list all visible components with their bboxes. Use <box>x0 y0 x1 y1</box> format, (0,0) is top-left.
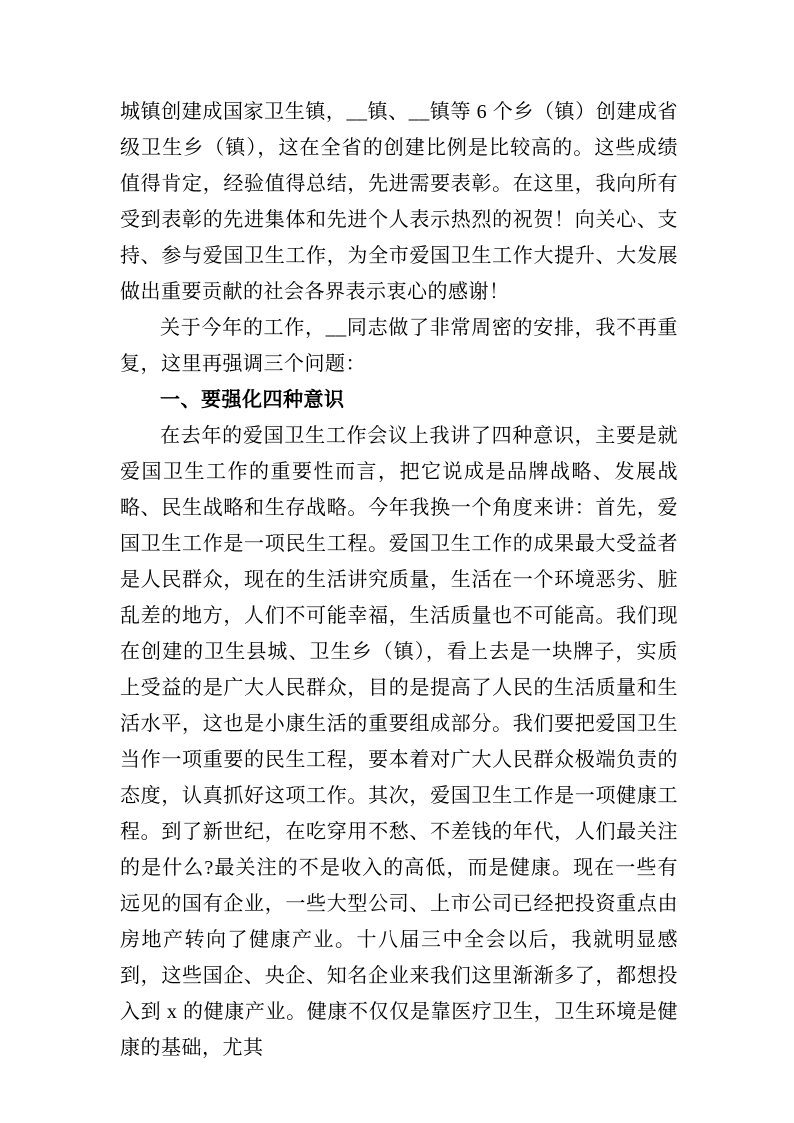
paragraph-intro: 关于今年的工作，__同志做了非常周密的安排，我不再重复，这里再强调三个问题： <box>120 317 678 375</box>
paragraph-body: 在去年的爱国卫生工作会议上我讲了四种意识，主要是就爱国卫生工作的重要性而言，把它说成是品牌战略、发展战略、民生战略和生存战略。今年我换一个角度来讲：首先，爱国卫生工作是一项民生工程。爱国卫生工作的成果最大受益者是人民群众，现在的生活讲究质量，生活在一个环境恶劣、脏乱差的地方，人们不可能幸福，生活质量也不可能高。我们现在创建的卫生县城、卫生乡（镇），看上去是一块牌子，实质上受益的是广大人民群众，目的是提高了人民的生活质量和生活水平，这也是小康生活的重要组成部分。我们要把爱国卫生当作一项重要的民生工程，要本着对广大人民群众极端负责的态度，认真抓好这项工作。其次，爱国卫生工作是一项健康工程。到了新世纪，在吃穿用不愁、不差钱的年代，人们最关注的是什么?最关注的不是收入的高低，而是健康。现在一些有远见的国有企业，一些大型公司、上市公司已经把投资重点由房地产转向了健康产业。十八届三中全会以后，我就明显感到，这些国企、央企、知名企业来我们这里渐渐多了，都想投入到 x 的健康产业。健康不仅仅是靠医疗卫生，卫生环境是健康的基础，尤其 <box>120 425 678 1059</box>
section-heading: 一、要强化四种意识 <box>160 389 345 411</box>
paragraph-continuation: 城镇创建成国家卫生镇，__镇、__镇等 6 个乡（镇）创建成省级卫生乡（镇），这在全省的创建比例是比较高的。这些成绩值得肯定，经验值得总结，先进需要表彰。在这里，我向所有受到表彰的先进集体和先进个人表示热烈的祝贺！向关心、支持、参与爱国卫生工作，为全市爱国卫生工作大提升、大发展做出重要贡献的社会各界表示衷心的感谢！ <box>120 101 678 303</box>
